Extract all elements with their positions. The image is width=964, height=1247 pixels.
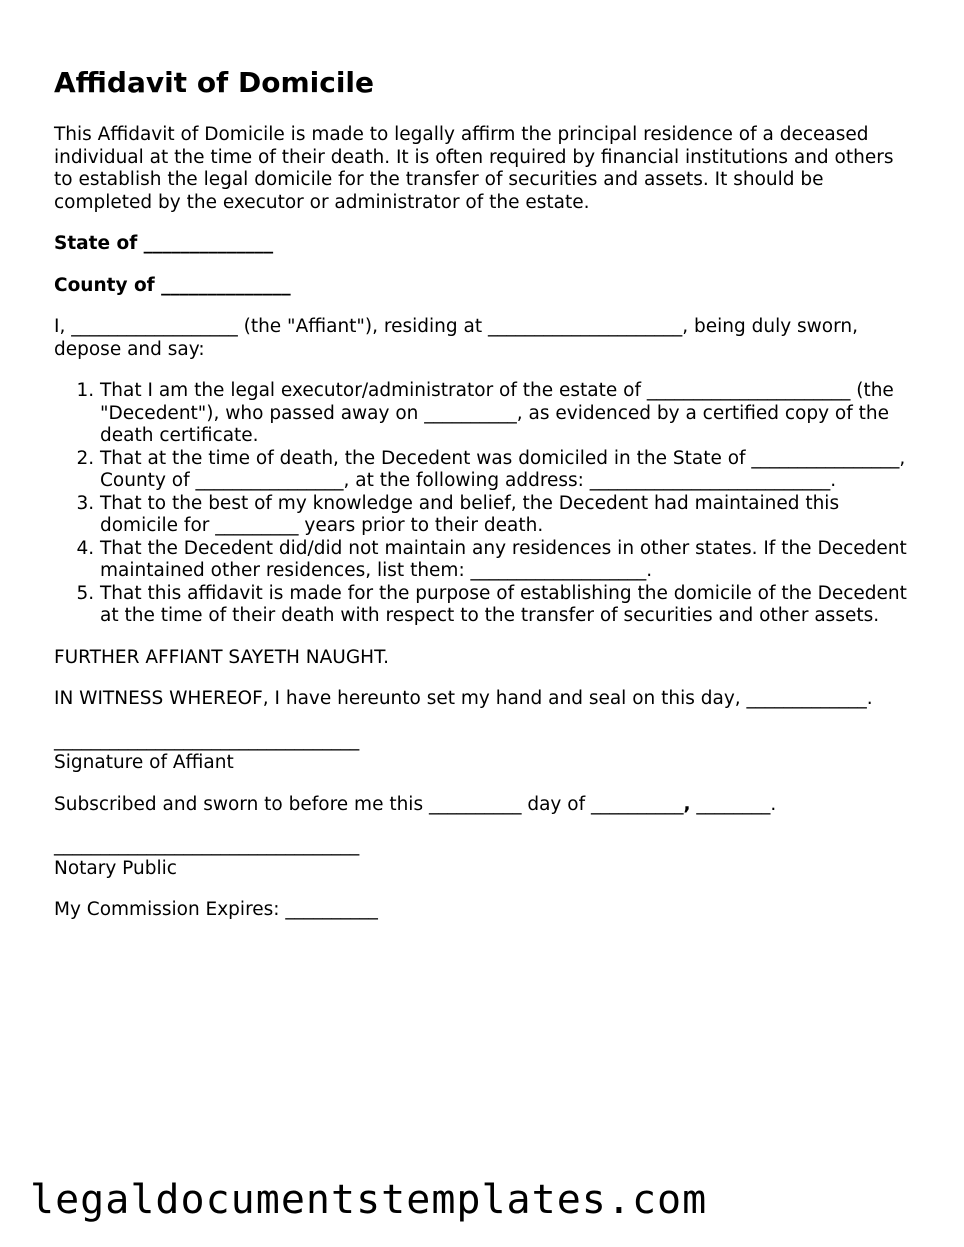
- county-line: County of ______________: [54, 274, 291, 296]
- subscribed-statement: [54, 794, 914, 817]
- intro-paragraph: This Affidavit of Domicile is made to legally affirm the principal residence of a deceased individual at the time of their death. It is often required by financial institutions and others to establish the legal domicile for the transfer of securities and assets. It should be completed by the executor or administrator of the estate.: [54, 124, 894, 213]
- affidavit-clauses: [54, 380, 914, 628]
- notary-label: Notary Public: [54, 857, 177, 879]
- document-page: [54, 60, 914, 941]
- witness-statement: IN WITNESS WHEREOF, I have hereunto set my hand and seal on this day, _____________.: [54, 688, 873, 709]
- clause-item-4: 4. That the Decedent did/did not maintain any residences in other states. If the Decedent maintained other residences, list them: ___________________.: [100, 538, 914, 583]
- subscribed-text: Subscribed and sworn to before me this __________ day of __________: [54, 793, 684, 815]
- clause-item-2: 2. That at the time of death, the Decedent was domiciled in the State of ________________, County of ________________, at the following address: __________________________.: [100, 448, 914, 493]
- subscribed-year: ________.: [690, 793, 777, 815]
- site-watermark: legaldocumentstemplates.com: [30, 1177, 708, 1223]
- notary-signature-line: _________________________________: [54, 835, 360, 856]
- affiant-signature-line: _________________________________: [54, 729, 360, 751]
- affiant-signature-label: Signature of Affiant: [54, 752, 234, 773]
- document-title: Affidavit of Domicile: [54, 66, 375, 99]
- further-affiant-statement: FURTHER AFFIANT SAYETH NAUGHT.: [54, 646, 390, 668]
- affiant-statement: I, __________________ (the "Affiant"), residing at _____________________, being duly sworn, depose and say:: [54, 316, 859, 360]
- clause-item-5: 5. That this affidavit is made for the purpose of establishing the domicile of the Decedent at the time of their death with respect to the transfer of securities and other assets.: [100, 583, 914, 628]
- state-line: State of ______________: [54, 233, 274, 254]
- commission-expiry: My Commission Expires: __________: [54, 899, 378, 920]
- clause-item-1: 1. That I am the legal executor/administrator of the estate of ______________________ (the "Decedent"), who passed away on __________, as evidenced by a certified copy of the death certificate.: [100, 380, 914, 448]
- subscribed-comma: ,: [683, 793, 691, 815]
- clause-item-3: 3. That to the best of my knowledge and belief, the Decedent had maintained this domicile for _________ years prior to their death.: [100, 493, 914, 538]
